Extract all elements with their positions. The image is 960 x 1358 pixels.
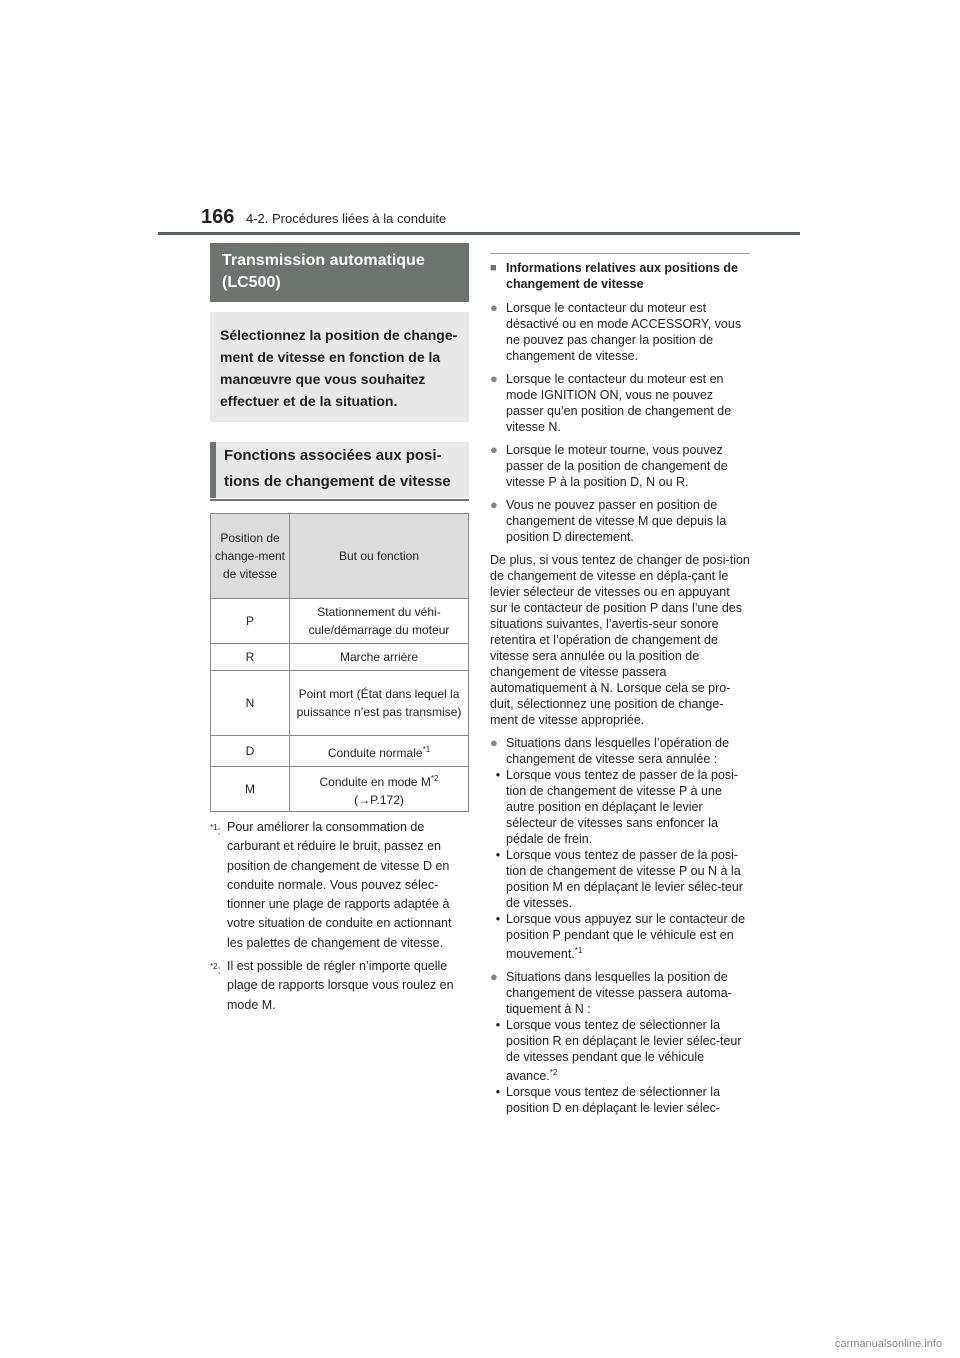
sub-list-item bbox=[490, 1017, 750, 1084]
dash-icon: • bbox=[495, 912, 501, 926]
bullet-icon: ● bbox=[490, 735, 498, 750]
footnote-ref: *2 bbox=[430, 773, 439, 783]
list-item bbox=[490, 300, 750, 364]
table-header-row bbox=[211, 514, 469, 599]
body-paragraph: De plus, si vous tentez de changer de posi-tion de changement de vitesse en dépla-çant le levier sélecteur de vitesses ou en appuyant sur le contacteur de position P dans l’une des situations suivantes, l’avertis-seur sonore retentira et l’opération de changement de vitesse sera annulée ou la position de changement de vitesse passera automatiquement à N. Lorsque cela se pro-duit, sélectionnez une position de change-ment de vitesse appropriée. bbox=[490, 553, 750, 727]
footnote-ref: *1 bbox=[422, 744, 431, 754]
sub-item-text: Lorsque vous tentez de sélectionner la position R en déplaçant le levier sélec-teur de vitesses pendant que le véhicule avance. bbox=[506, 1018, 742, 1084]
subheading-divider bbox=[210, 499, 469, 501]
function-text: Conduite en mode M bbox=[319, 774, 431, 789]
sub-item-text: Lorsque vous tentez de passer de la posi-tion de changement de vitesse P à une autre position en déplaçant le levier sélecteur de vitesses sans enfoncer la pédale de frein. bbox=[506, 768, 739, 846]
table-cell-function: Stationnement du véhi-cule/démarrage du moteur bbox=[290, 599, 469, 644]
watermark: carmanualsonline.info bbox=[835, 1338, 943, 1350]
table-header-function: But ou fonction bbox=[290, 514, 469, 599]
dash-icon: • bbox=[495, 768, 501, 782]
function-text: Conduite normale bbox=[327, 745, 423, 760]
table-row bbox=[211, 767, 469, 812]
table-cell-position: M bbox=[211, 767, 290, 812]
sub-list-item bbox=[490, 847, 750, 911]
gear-table bbox=[210, 513, 469, 812]
bullet-icon: ● bbox=[490, 371, 498, 386]
bullet-text: Lorsque le contacteur du moteur est désactivé ou en mode ACCESSORY, vous ne pouvez pas changer la position de changement de vitesse. bbox=[506, 301, 742, 363]
footnote-item bbox=[210, 818, 469, 953]
bullet-text: Situations dans lesquelles la position de changement de vitesse passera automa-tiquement à N : bbox=[506, 970, 732, 1017]
sub-list-item bbox=[490, 911, 750, 962]
list-item bbox=[490, 735, 750, 767]
info-section-title bbox=[490, 260, 750, 292]
footnote-item bbox=[210, 957, 469, 1015]
table-row bbox=[211, 599, 469, 644]
table-header-position: Position de change-ment de vitesse bbox=[211, 514, 290, 599]
page-number: 166 bbox=[201, 206, 235, 228]
square-icon: ■ bbox=[490, 262, 497, 274]
subheading-text: Fonctions associées aux posi-tions de changement de vitesse bbox=[224, 447, 451, 490]
list-item bbox=[490, 969, 750, 1017]
left-column bbox=[210, 243, 469, 1019]
bullet-text: Lorsque le contacteur du moteur est en mode IGNITION ON, vous ne pouvez passer qu’en position de changement de vitesse N. bbox=[506, 372, 732, 434]
sub-list-item bbox=[490, 767, 750, 847]
section-title: Transmission automatique (LC500) bbox=[222, 252, 425, 291]
table-cell-function: Point mort (État dans lequel la puissance n’est pas transmise) bbox=[290, 671, 469, 736]
list-item bbox=[490, 497, 750, 545]
right-divider bbox=[490, 253, 750, 254]
dash-icon: • bbox=[495, 1018, 501, 1033]
sub-item-text: Lorsque vous appuyez sur le contacteur de position P pendant que le véhicule est en mouvement. bbox=[506, 912, 746, 962]
list-item bbox=[490, 442, 750, 490]
bullet-icon: ● bbox=[490, 969, 498, 985]
lead-text: Sélectionnez la position de change-ment de vitesse en fonction de la manœuvre que vous souhaitez effectuer et de la situation. bbox=[220, 327, 458, 409]
bullet-text: Situations dans lesquelles l’opération de changement de vitesse sera annulée : bbox=[506, 736, 730, 766]
bullet-icon: ● bbox=[490, 497, 498, 512]
bullet-icon: ● bbox=[490, 442, 498, 457]
footnote-mark: $^{*2}$: bbox=[210, 962, 221, 977]
footnote-ref: *2 bbox=[549, 1068, 558, 1078]
footnote-text: Il est possible de régler n’importe quelle plage de rapports lorsque vous roulez en mode M. bbox=[227, 959, 454, 1012]
table-cell-position: D bbox=[211, 736, 290, 767]
page-reference: (→P.172) bbox=[354, 792, 404, 807]
table-cell-function bbox=[290, 767, 469, 812]
footnote-ref: *1 bbox=[574, 946, 583, 955]
list-item bbox=[490, 371, 750, 435]
info-title-text: Informations relatives aux positions de changement de vitesse bbox=[506, 261, 739, 291]
table-row bbox=[211, 644, 469, 671]
bullet-icon: ● bbox=[490, 300, 498, 315]
lead-box bbox=[210, 312, 469, 422]
sub-list-item bbox=[490, 1084, 750, 1116]
footnote-text: Pour améliorer la consommation de carburant et réduire le bruit, passez en position de changement de vitesse D en conduite normale. Vous pouvez sélec-tionner une plage de rapports adaptée à votre situation de conduite en actionnant les palettes de changement de vitesse. bbox=[227, 820, 452, 950]
table-cell-position: N bbox=[211, 671, 290, 736]
bullet-text: Lorsque le moteur tourne, vous pouvez passer de la position de changement de vitesse P à la position D, N ou R. bbox=[506, 443, 728, 489]
table-cell-function: Marche arrière bbox=[290, 644, 469, 671]
dash-icon: • bbox=[495, 1085, 501, 1100]
sub-item-text: Lorsque vous tentez de sélectionner la position D en déplaçant le levier sélec- bbox=[506, 1085, 721, 1116]
sub-item-text: Lorsque vous tentez de passer de la posi-tion de changement de vitesse P ou N à la position M en déplaçant le levier sélec-teur de vitesses. bbox=[506, 848, 743, 910]
bullet-text: Vous ne pouvez passer en position de changement de vitesse M que depuis la position D directement. bbox=[506, 498, 727, 544]
footnotes bbox=[210, 818, 469, 1015]
table-cell-function bbox=[290, 736, 469, 767]
table-row bbox=[211, 671, 469, 736]
header-divider bbox=[158, 232, 800, 235]
table-cell-position: R bbox=[211, 644, 290, 671]
right-column bbox=[490, 253, 750, 1116]
section-title-box bbox=[210, 243, 469, 302]
footnote-mark: $^{*1}$: bbox=[210, 823, 221, 838]
table-cell-position: P bbox=[211, 599, 290, 644]
chapter-title: 4-2. Procédures liées à la conduite bbox=[246, 211, 447, 226]
table-row bbox=[211, 736, 469, 767]
subheading-box bbox=[210, 442, 469, 498]
dash-icon: • bbox=[495, 848, 501, 862]
